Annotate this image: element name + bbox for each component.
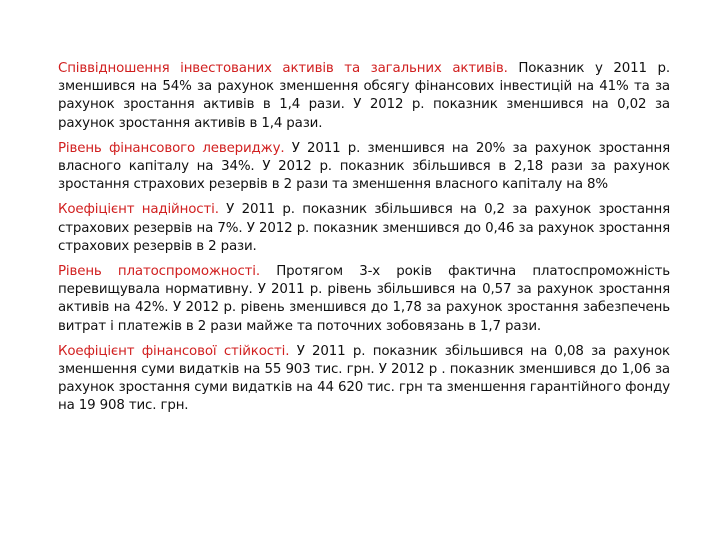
- paragraph-reliability-coefficient: [58, 201, 670, 256]
- term-reliability-coefficient: Коефіцієнт надійності.: [58, 202, 219, 218]
- paragraph-financial-leverage: [58, 140, 670, 195]
- text-financial-stability: У 2011 р. показник збільшився на 0,08 за рахунок зменшення суми видатків на 55 903 тис. грн. У 2012 р . показник зменшився до 1,06 за рахунок зростання суми видатків на 44 620 тис. грн та зменшення гарантійного фонду на 19 908 тис. грн.: [58, 343, 670, 414]
- text-financial-leverage: У 2011 р. зменшився на 20% за рахунок зростання власного капіталу на 34%. У 2012 р. показник збільшився в 2,18 рази за рахунок зростання страхових резервів в 2 рази та зменшення власного капіталу на 8%: [58, 140, 670, 193]
- slide-content: [58, 60, 670, 423]
- text-solvency-level: Протягом 3-х років фактична платоспроможність перевищувала нормативну. У 2011 р. рівень збільшився на 0,57 за рахунок зростання активів на 42%. У 2012 р. рівень зменшився до 1,78 за рахунок зростання забезпечень витрат і платежів в 2 рази майже та поточних зобовязань в 1,7 рази.: [58, 264, 670, 334]
- text-reliability-coefficient: У 2011 р. показник збільшився на 0,2 за рахунок зростання страхових резервів на 7%. У 2012 р. показник зменшився до 0,46 за рахунок зростання страхових резервів в 2 рази.: [58, 202, 670, 254]
- term-financial-stability: Коефіцієнт фінансової стійкості.: [58, 343, 290, 359]
- term-financial-leverage: Рівень фінансового левериджу.: [58, 140, 285, 156]
- term-investment-ratio: Співвідношення інвестованих активів та загальних активів.: [58, 61, 508, 76]
- paragraph-investment-ratio: [58, 60, 670, 133]
- term-solvency-level: Рівень платоспроможності.: [58, 264, 260, 280]
- paragraph-financial-stability: [58, 343, 670, 416]
- text-investment-ratio: Показник у 2011 р. зменшився на 54% за рахунок зменшення обсягу фінансових інвестицій на 41% та за рахунок зростання активів в 1,4 рази. У 2012 р. показник зменшився на 0,02 за рахунок зростання активів в 1,4 рази.: [58, 61, 670, 131]
- paragraph-solvency-level: [58, 263, 670, 336]
